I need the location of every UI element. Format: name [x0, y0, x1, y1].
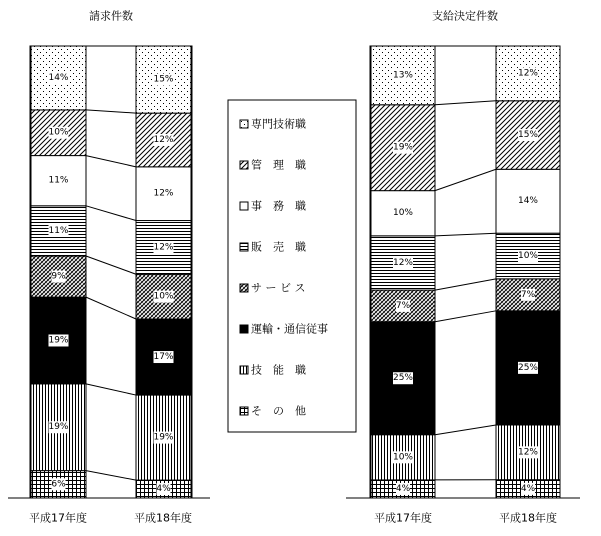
data-label: 15% [518, 130, 538, 140]
legend-swatch [240, 366, 248, 374]
data-label: 17% [153, 352, 173, 362]
data-label: 7% [396, 301, 411, 311]
data-label: 4% [156, 484, 171, 494]
legend-label: そ の 他 [251, 404, 306, 418]
legend-label: 販 売 職 [251, 240, 306, 254]
data-label: 12% [153, 242, 173, 252]
data-label: 25% [393, 373, 413, 383]
data-label: 6% [51, 479, 66, 489]
data-label: 12% [153, 189, 173, 199]
data-label: 19% [48, 422, 68, 432]
legend-swatch [240, 202, 248, 210]
data-label: 12% [518, 447, 538, 457]
chart-title: 支給決定件数 [432, 9, 498, 23]
data-label: 4% [396, 484, 411, 494]
data-label: 19% [48, 335, 68, 345]
x-tick-label: 平成17年度 [29, 511, 87, 525]
legend-label: 専門技術職 [251, 117, 306, 131]
legend-label: 管 理 職 [251, 158, 306, 172]
legend-swatch [240, 120, 248, 128]
legend-label: サ ー ビ ス [251, 282, 306, 295]
data-label: 4% [521, 484, 536, 494]
legend-label: 事 務 職 [251, 199, 306, 213]
legend-label: 技 能 職 [251, 363, 306, 377]
data-label: 19% [393, 143, 413, 153]
legend-swatch [240, 407, 248, 415]
data-label: 19% [153, 433, 173, 443]
data-label: 10% [393, 452, 413, 462]
x-tick-label: 平成18年度 [499, 511, 557, 525]
data-label: 12% [153, 135, 173, 145]
legend-swatch [240, 243, 248, 251]
legend-swatch [240, 284, 248, 292]
data-label: 14% [48, 73, 68, 83]
data-label: 12% [393, 258, 413, 268]
chart-title: 請求件数 [89, 9, 133, 23]
data-label: 11% [48, 176, 68, 186]
legend-label: 運輸・通信従事 [251, 322, 328, 336]
legend-swatch [240, 325, 248, 333]
x-tick-label: 平成18年度 [134, 511, 192, 525]
data-label: 7% [521, 290, 536, 300]
x-tick-label: 平成17年度 [374, 511, 432, 525]
data-label: 10% [48, 128, 68, 138]
data-label: 10% [393, 208, 413, 218]
data-label: 13% [393, 70, 413, 80]
data-label: 10% [518, 251, 538, 261]
data-label: 12% [518, 68, 538, 78]
data-label: 14% [518, 196, 538, 206]
data-label: 9% [51, 272, 66, 282]
legend-swatch [240, 161, 248, 169]
data-label: 15% [153, 75, 173, 85]
data-label: 10% [153, 292, 173, 302]
data-label: 11% [48, 226, 68, 236]
legend-box [228, 100, 356, 432]
data-label: 25% [518, 363, 538, 373]
